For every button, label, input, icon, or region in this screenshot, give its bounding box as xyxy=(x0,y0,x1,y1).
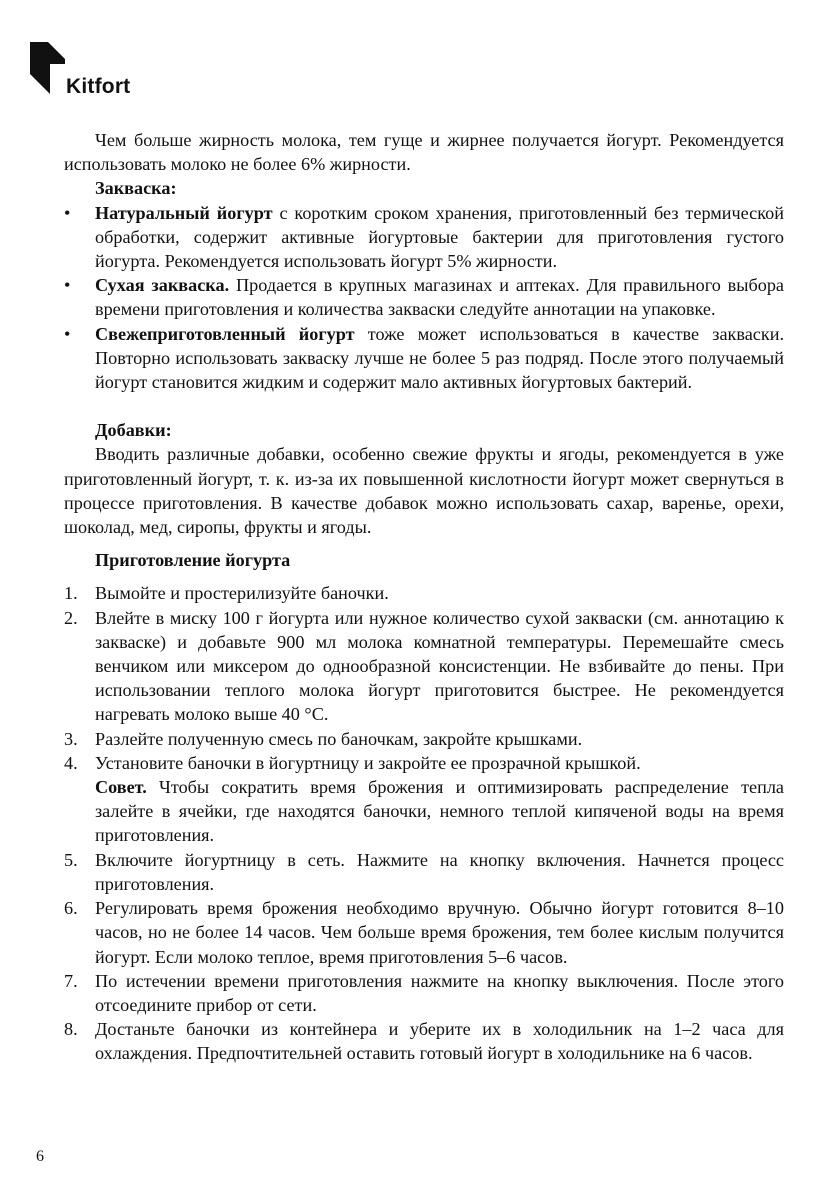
bullet-icon: • xyxy=(64,275,71,296)
step-text: Установите баночки в йогуртницу и закройте ее прозрачной крышкой. xyxy=(95,752,641,773)
step-number: 5. xyxy=(64,849,78,870)
step-number: 8. xyxy=(64,1019,78,1040)
brand-logo xyxy=(30,42,170,102)
tip-text: Чтобы сократить время брожения и оптимизировать распределение тепла залейте в ячейки, где находятся баночки, немного теплой кипяченой воды на время приготовления. xyxy=(95,777,784,846)
step-text: Регулировать время брожения необходимо вручную. Обычно йогурт готовится 8–10 часов, но не более 14 часов. Чем больше время брожения, тем более кислым получится йогурт. Если молоко теплое, время приготовления 5–6 часов. xyxy=(95,898,784,967)
list-item xyxy=(64,201,784,274)
preparation-heading: Приготовление йогурта xyxy=(95,550,291,571)
step-number: 4. xyxy=(64,752,78,773)
step-text: Включите йогуртницу в сеть. Нажмите на кнопку включения. Начнется процесс приготовления. xyxy=(95,849,784,894)
step-text: Разлейте полученную смесь по баночкам, закройте крышками. xyxy=(95,728,583,749)
step-number: 6. xyxy=(64,898,78,919)
bullet-icon: • xyxy=(64,323,71,344)
item-bold: Свежеприготовленный йогурт xyxy=(95,323,355,344)
step-item xyxy=(64,751,784,848)
step-item xyxy=(64,581,784,605)
item-text: тоже может использоваться в качестве закваски. Повторно использовать закваску лучше не более 5 раз подряд. После этого получаемый йогурт становится жидким и содержит мало активных йогуртовых бактерий. xyxy=(95,323,784,393)
item-text: с коротким сроком хранения, приготовленный без термической обработки, содержит активные йогуртовые бактерии для приготовления густого йогурта. Рекомендуется использовать йогурт 5% жирности. xyxy=(95,202,784,272)
step-number: 2. xyxy=(64,607,78,628)
step-item xyxy=(64,848,784,896)
step-number: 3. xyxy=(64,728,78,749)
step-text: Вымойте и простерилизуйте баночки. xyxy=(95,583,389,604)
item-text: Продается в крупных магазинах и аптеках. Для правильного выбора времени приготовления и количества закваски следуйте аннотации на упаковке. xyxy=(95,275,785,320)
page-number: 6 xyxy=(36,1148,44,1165)
item-bold: Сухая закваска. xyxy=(95,275,230,296)
step-item xyxy=(64,896,784,969)
step-text: Достаньте баночки из контейнера и уберите их в холодильник на 1–2 часа для охлаждения. Предпочтительней оставить готовый йогурт в холодильнике на 6 часов. xyxy=(95,1019,784,1064)
step-item xyxy=(64,727,784,751)
step-item xyxy=(64,969,784,1017)
step-text: Влейте в миску 100 г йогурта или нужное количество сухой закваски (см. аннотацию к закваске) и добавьте 900 мл молока комнатной температуры. Перемешайте смесь венчиком или миксером до однообразной консистенции. Не взбивайте до пены. При использовании теплого молока йогурт приготовится быстрее. Не рекомендуется нагревать молоко выше 40 °С. xyxy=(95,607,784,725)
step-number: 1. xyxy=(64,583,78,604)
intro-paragraph: Чем больше жирность молока, тем гуще и жирнее получается йогурт. Рекомендуется использовать молоко не более 6% жирности. xyxy=(64,130,784,175)
additives-heading: Добавки: xyxy=(95,420,172,441)
step-item xyxy=(64,1017,784,1065)
item-bold: Натуральный йогурт xyxy=(95,202,273,223)
step-item xyxy=(64,606,784,727)
page-content xyxy=(64,128,784,1066)
list-item xyxy=(64,273,784,321)
step-text: По истечении времени приготовления нажмите на кнопку выключения. После этого отсоедините прибор от сети. xyxy=(95,970,784,1015)
brand-name: Kitfort xyxy=(66,75,131,98)
kitfort-logo-mark-icon xyxy=(30,42,66,94)
tip-label: Совет. xyxy=(95,777,147,798)
bullet-icon: • xyxy=(64,202,71,223)
starter-heading: Закваска: xyxy=(95,178,177,199)
step-number: 7. xyxy=(64,970,78,991)
list-item xyxy=(64,322,784,395)
additives-paragraph: Вводить различные добавки, особенно свежие фрукты и ягоды, рекомендуется в уже приготовленный йогурт, т. к. из-за их повышенной кислотности йогурт может свернуться в процессе приготовления. В качестве добавок можно использовать сахар, варенье, орехи, шоколад, мед, сиропы, фрукты и ягоды. xyxy=(64,444,784,538)
preparation-steps xyxy=(64,581,784,1065)
starter-list xyxy=(64,201,784,395)
